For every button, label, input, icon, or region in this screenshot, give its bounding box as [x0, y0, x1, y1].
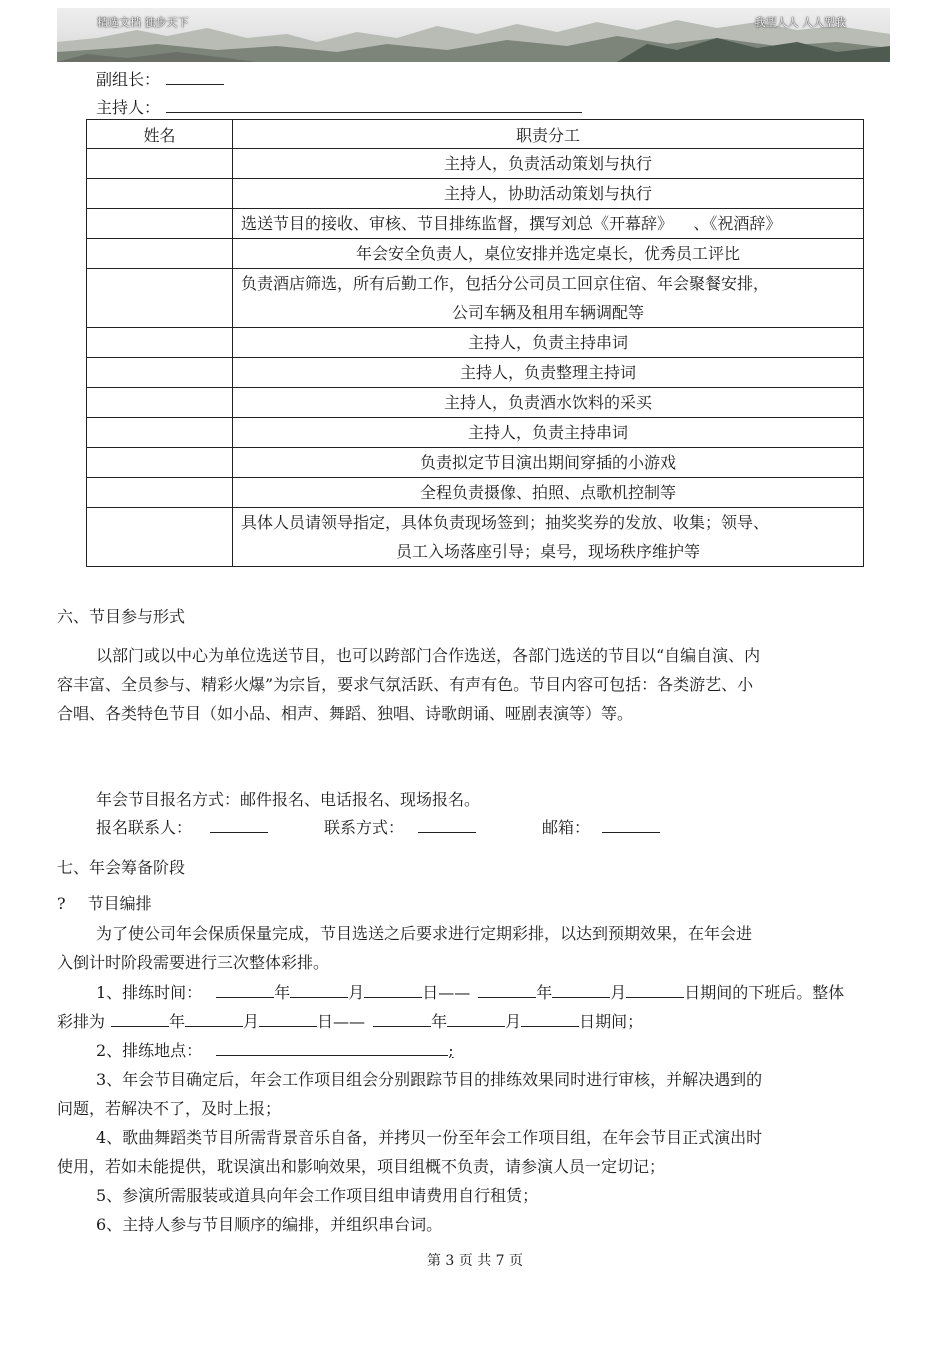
table-row — [87, 478, 864, 508]
duty-cell: 年会安全负责人，桌位安排并选定桌长，优秀员工评比 — [233, 239, 864, 269]
blank — [373, 1012, 431, 1027]
blank — [259, 1012, 317, 1027]
duty-cell: 选送节目的接收、审核、节目排练监督，撰写刘总《开幕辞》 、《祝酒辞》 — [233, 209, 864, 239]
section7-heading: 七、年会筹备阶段 — [57, 858, 186, 877]
blank — [290, 983, 348, 998]
table-row — [87, 209, 864, 239]
duty-line-1: 具体人员请领导指定，具体负责现场签到；抽奖奖券的发放、收集；领导、 — [241, 513, 770, 532]
method-blank — [418, 818, 476, 833]
month-label: 月 — [505, 1012, 522, 1031]
subsection-label: 节目编排 — [87, 894, 152, 913]
duty-cell: 负责拟定节目演出期间穿插的小游戏 — [233, 448, 864, 478]
blank — [364, 983, 422, 998]
month-label: 月 — [243, 1012, 260, 1031]
blank — [447, 1012, 505, 1027]
name-cell — [87, 209, 233, 239]
table-row — [87, 418, 864, 448]
duty-table — [86, 119, 864, 567]
name-cell — [87, 149, 233, 179]
signup-contact-row — [96, 815, 660, 838]
vice-leader-blank — [166, 70, 224, 85]
month-label: 月 — [610, 983, 627, 1002]
year-label: 年 — [431, 1012, 448, 1031]
day-label: 日—— — [317, 1012, 366, 1031]
table-row — [87, 328, 864, 358]
banner-right-text: 我型人人 人人型我 — [754, 16, 846, 29]
item5-line: 5、参演所需服装或道具向年会工作项目组申请费用自行租赁； — [96, 1186, 539, 1205]
vice-leader-label: 副组长： — [96, 70, 161, 89]
section7-intro-line: 为了使公司年会保质保量完成，节目选送之后要求进行定期彩排，以达到预期效果，在年会进 — [96, 924, 753, 943]
name-cell — [87, 269, 233, 328]
table-header-row — [87, 120, 864, 149]
signup-methods: 年会节目报名方式：邮件报名、电话报名、现场报名。 — [96, 790, 481, 809]
header-duty: 职责分工 — [233, 120, 864, 149]
vice-leader-field — [96, 67, 224, 90]
table-row — [87, 388, 864, 418]
host-blank — [166, 98, 582, 113]
name-cell — [87, 478, 233, 508]
year-label: 年 — [169, 1012, 186, 1031]
item6-line: 6、主持人参与节目顺序的编排，并组织串台词。 — [96, 1215, 443, 1234]
duty-cell — [233, 269, 864, 328]
blank — [216, 983, 274, 998]
name-cell — [87, 448, 233, 478]
duty-cell: 主持人，负责酒水饮料的采买 — [233, 388, 864, 418]
banner-left-text: 精选文档 独步天下 — [97, 16, 189, 29]
rehearsal-time-line — [96, 980, 844, 1003]
section6-paragraph-line: 容丰富、全员参与、精彩火爆”为宗旨，要求气氛活跃、有声有色。节目内容可包括：各类游艺、小 — [57, 675, 754, 694]
host-field — [96, 95, 582, 118]
section6-paragraph-line: 合唱、各类特色节目（如小品、相声、舞蹈、独唱、诗歌朗诵、哑剧表演等）等。 — [57, 704, 634, 723]
name-cell — [87, 508, 233, 567]
table-row — [87, 239, 864, 269]
year-label: 年 — [536, 983, 553, 1002]
item2-end: ; — [448, 1041, 454, 1060]
rehearsal-time-line-2 — [57, 1009, 643, 1032]
duty-cell: 主持人，负责主持串词 — [233, 418, 864, 448]
name-cell — [87, 388, 233, 418]
duty-cell: 全程负责摄像、拍照、点歌机控制等 — [233, 478, 864, 508]
duty-cell — [233, 508, 864, 567]
table-row — [87, 149, 864, 179]
month-label: 月 — [348, 983, 365, 1002]
day-end-label: 日期间； — [579, 1012, 644, 1031]
table-row — [87, 179, 864, 209]
item4-line: 4、歌曲舞蹈类节目所需背景音乐自备，并拷贝一份至年会工作项目组，在年会节目正式演出时 — [96, 1128, 763, 1147]
section6-heading: 六、节目参与形式 — [57, 607, 186, 626]
name-cell — [87, 358, 233, 388]
page-number: 第 3 页 共 7 页 — [426, 1253, 524, 1269]
header-name: 姓名 — [87, 120, 233, 149]
day-label: 日—— — [422, 983, 471, 1002]
duty-cell: 主持人，协助活动策划与执行 — [233, 179, 864, 209]
host-label: 主持人： — [96, 98, 161, 117]
contact-blank — [210, 818, 268, 833]
blank — [111, 1012, 169, 1027]
contact-label: 报名联系人： — [96, 818, 193, 837]
subsection-title — [57, 891, 152, 914]
duty-line-2: 员工入场落座引导；桌号，现场秩序维护等 — [395, 542, 700, 561]
duty-line-1: 负责酒店筛选，所有后勤工作，包括分公司员工回京住宿、年会聚餐安排， — [241, 274, 770, 293]
location-blank — [216, 1041, 448, 1056]
blank — [185, 1012, 243, 1027]
rehearsal-location-line — [96, 1038, 454, 1061]
duty-cell: 主持人，负责主持串词 — [233, 328, 864, 358]
item1-prefix: 1、排练时间： — [96, 983, 203, 1002]
email-blank — [602, 818, 660, 833]
day-end-label: 日期间的下班后。整体 — [684, 983, 845, 1002]
name-cell — [87, 328, 233, 358]
table-row — [87, 269, 864, 328]
name-cell — [87, 418, 233, 448]
section7-intro-line: 入倒计时阶段需要进行三次整体彩排。 — [57, 953, 330, 972]
duty-line-2: 公司车辆及租用车辆调配等 — [451, 303, 644, 322]
duty-cell: 主持人，负责活动策划与执行 — [233, 149, 864, 179]
section6-paragraph-line: 以部门或以中心为单位选送节目，也可以跨部门合作选送，各部门选送的节目以“自编自演、内 — [96, 646, 761, 665]
item4-line: 使用，若如未能提供，耽误演出和影响效果，项目组概不负责，请参演人员一定切记； — [57, 1157, 666, 1176]
name-cell — [87, 239, 233, 269]
table-row — [87, 358, 864, 388]
item2-prefix: 2、排练地点： — [96, 1041, 203, 1060]
blank — [521, 1012, 579, 1027]
table-row — [87, 448, 864, 478]
email-label: 邮箱： — [542, 818, 591, 837]
header-banner — [57, 8, 890, 62]
bullet-icon: ? — [57, 894, 66, 913]
blank — [478, 983, 536, 998]
method-label: 联系方式： — [324, 818, 405, 837]
item3-line: 问题，若解决不了，及时上报； — [57, 1099, 282, 1118]
duty-cell: 主持人，负责整理主持词 — [233, 358, 864, 388]
name-cell — [87, 179, 233, 209]
year-label: 年 — [274, 983, 291, 1002]
blank — [552, 983, 610, 998]
item1-l2-prefix: 彩排为 — [57, 1012, 106, 1031]
table-row — [87, 508, 864, 567]
item3-line: 3、年会节目确定后，年会工作项目组会分别跟踪节目的排练效果同时进行审核，并解决遇到的 — [96, 1070, 763, 1089]
blank — [626, 983, 684, 998]
